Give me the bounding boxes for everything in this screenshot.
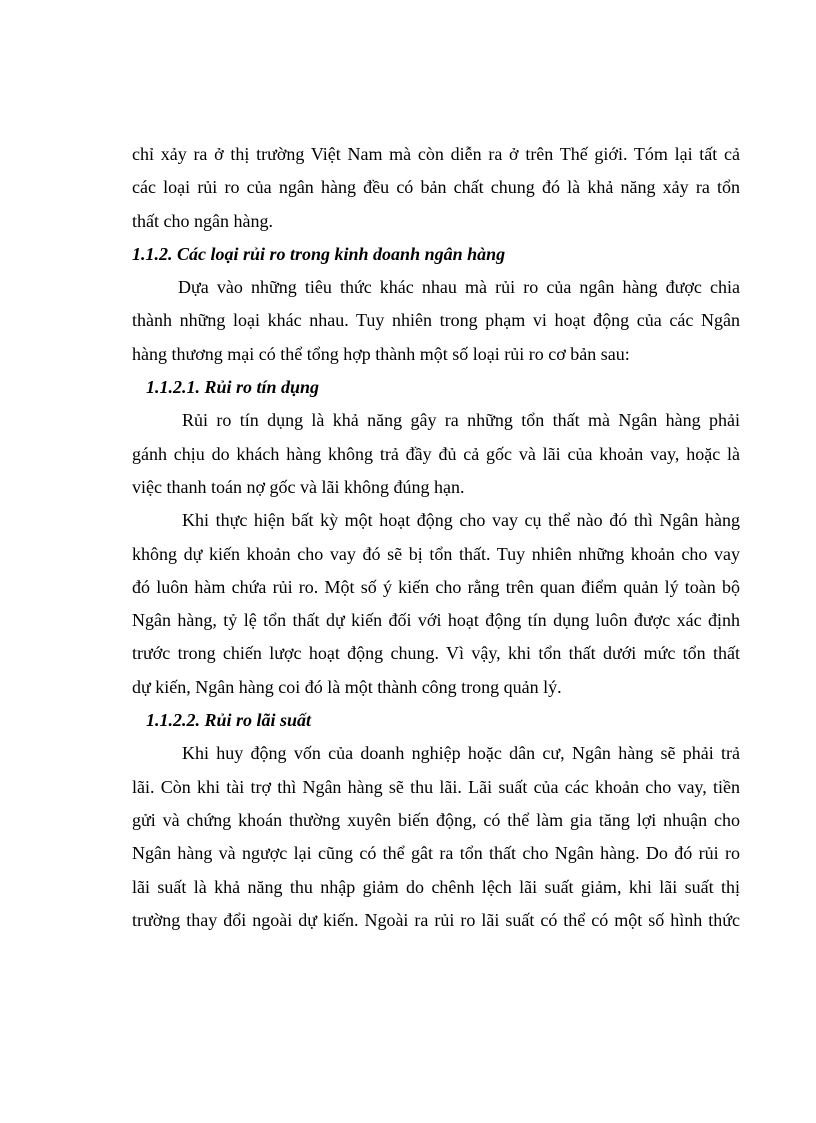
text-line: trường thay đổi ngoài dự kiến. Ngoài ra rủi ro lãi suất có thể có một số hình thức (132, 909, 740, 930)
text-line: gánh chịu do khách hàng không trả đầy đủ cả gốc và lãi của khoản vay, hoặc là (132, 443, 740, 464)
text-line: Ngân hàng và ngược lại cũng có thể gât ra tổn thất cho Ngân hàng. Do đó rủi ro (132, 843, 740, 864)
text-line: Dựa vào những tiêu thức khác nhau mà rủi ro của ngân hàng được chia (178, 277, 740, 298)
text-line: lãi suất là khả năng thu nhập giảm do chênh lệch lãi suất giảm, khi lãi suất thị (132, 876, 740, 897)
text-line: chỉ xảy ra ở thị trường Việt Nam mà còn diễn ra ở trên Thế giới. Tóm lại tất cả (132, 144, 740, 164)
text-line: thành những loại khác nhau. Tuy nhiên trong phạm vi hoạt động của các Ngân (132, 310, 740, 331)
paragraph-interest-rate-risk (132, 737, 740, 937)
text-line: việc thanh toán nợ gốc và lãi không đúng hạn. (132, 476, 465, 497)
document-page (132, 138, 740, 937)
text-line: trước trong chiến lược hoạt động chung. Vì vậy, khi tổn thất dưới mức tổn thất (132, 643, 740, 664)
text-line: gửi và chứng khoán thường xuyên biến động, có thể làm gia tăng lợi nhuận cho (132, 809, 740, 830)
text-line: Khi thực hiện bất kỳ một hoạt động cho vay cụ thể nào đó thì Ngân hàng (182, 510, 740, 531)
text-line: hàng thương mại có thể tổng hợp thành một số loại rủi ro cơ bản sau: (132, 343, 630, 364)
text-line: các loại rủi ro của ngân hàng đều có bản chất chung đó là khả năng xảy ra tổn (132, 177, 740, 198)
paragraph-credit-risk-definition (132, 404, 740, 504)
text-line: đó luôn hàm chứa rủi ro. Một số ý kiến cho rằng trên quan điểm quản lý toàn bộ (132, 576, 740, 597)
text-line: thất cho ngân hàng. (132, 210, 273, 231)
text-line: Rủi ro tín dụng là khả năng gây ra những tổn thất mà Ngân hàng phải (182, 410, 740, 431)
text-line: lãi. Còn khi tài trợ thì Ngân hàng sẽ thu lãi. Lãi suất của các khoản cho vay, tiền (132, 776, 740, 797)
text-line: Khi huy động vốn của doanh nghiệp hoặc dân cư, Ngân hàng sẽ phải trả (182, 743, 740, 764)
paragraph-risk-types (132, 271, 740, 371)
section-heading-1-1-2-1: 1.1.2.1. Rủi ro tín dụng (146, 377, 320, 398)
paragraph-intro (132, 138, 740, 238)
text-line: dự kiến, Ngân hàng coi đó là một thành công trong quản lý. (132, 676, 562, 697)
paragraph-credit-risk-detail (132, 504, 740, 704)
section-heading-1-1-2-2: 1.1.2.2. Rủi ro lãi suất (146, 710, 312, 731)
text-line: Ngân hàng, tỷ lệ tổn thất dự kiến đối với hoạt động tín dụng luôn được xác định (132, 610, 740, 631)
text-line: không dự kiến khoản cho vay đó sẽ bị tổn thất. Tuy nhiên những khoản cho vay (132, 543, 740, 564)
section-heading-1-1-2: 1.1.2. Các loại rủi ro trong kinh doanh ngân hàng (132, 243, 506, 264)
